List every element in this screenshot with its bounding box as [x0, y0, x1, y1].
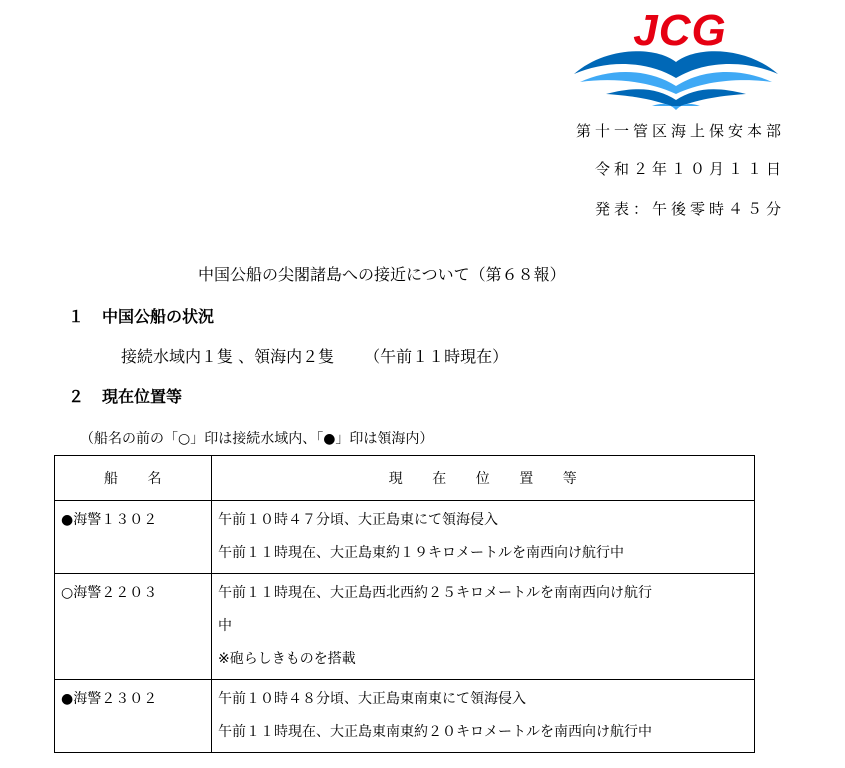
section-1-title: 中国公船の状況	[102, 307, 215, 326]
vessel-position-table	[54, 455, 755, 753]
section-2-number: ２	[68, 387, 85, 406]
ship-name-cell: ○海警２２０３	[55, 574, 212, 680]
issue-time: 発表：午後零時４５分	[594, 200, 785, 218]
vessel-status	[121, 344, 508, 367]
table-row	[55, 680, 755, 753]
issuer-organization: 第十一管区海上保安本部	[575, 122, 785, 140]
section-1-heading	[68, 304, 214, 327]
position-cell	[212, 680, 755, 753]
jcg-logo-text: JCG	[633, 6, 727, 55]
position-line: ※砲らしきものを搭載	[218, 651, 356, 667]
position-line: 中	[218, 618, 232, 634]
section-2-heading	[68, 384, 182, 407]
position-line: 午前１１時現在、大正島西北西約２５キロメートルを南南西向け航行	[218, 585, 652, 601]
as-of-time: （午前１１時現在）	[364, 347, 509, 366]
ship-name-cell: ●海警２３０２	[55, 680, 212, 753]
position-line: 午前１０時４７分頃、大正島東にて領海侵入	[218, 512, 498, 528]
position-line: 午前１１時現在、大正島東約１９キロメートルを南西向け航行中	[218, 545, 624, 561]
position-cell	[212, 574, 755, 680]
position-line: 午前１０時４８分頃、大正島東南東にて領海侵入	[218, 691, 526, 707]
issue-date: 令和２年１０月１１日	[594, 160, 785, 178]
table-row	[55, 501, 755, 574]
position-header: 現 在 位 置 等	[212, 456, 755, 501]
section-1-number: １	[68, 307, 85, 326]
table-header-row	[55, 456, 755, 501]
waves-icon	[566, 46, 786, 110]
document-title: 中国公船の尖閣諸島への接近について（第６８報）	[198, 265, 566, 284]
legend-note: （船名の前の「○」印は接続水域内、「●」印は領海内）	[80, 431, 434, 447]
jcg-logo	[566, 6, 786, 110]
ship-name-header: 船 名	[55, 456, 212, 501]
table-row	[55, 574, 755, 680]
ship-name-cell: ●海警１３０２	[55, 501, 212, 574]
vessel-counts: 接続水域内１隻 、領海内２隻	[121, 347, 335, 366]
position-line: 午前１１時現在、大正島東南東約２０キロメートルを南西向け航行中	[218, 724, 652, 740]
section-2-title: 現在位置等	[102, 387, 183, 406]
position-cell	[212, 501, 755, 574]
